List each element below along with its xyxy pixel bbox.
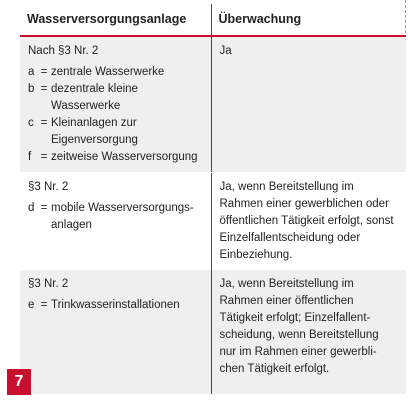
list-item [28, 149, 203, 166]
header-monitoring: Überwachung [211, 4, 406, 36]
item-key: d [28, 202, 35, 214]
water-supply-table [20, 4, 406, 394]
item-eq: = [40, 299, 48, 311]
item-eq: = [40, 83, 48, 95]
monitoring-cell: Ja [211, 36, 406, 173]
monitoring-cell: Ja, wenn Bereitstellung im Rahmen einer gewerblichen oder öffentlichen Tätigkeit erfolgt, sonst Einzelfallentscheidung oder Einbeziehung. [211, 173, 406, 271]
facility-cell [20, 36, 211, 173]
item-eq: = [40, 117, 48, 129]
item-key: e [28, 299, 35, 311]
header-row [20, 4, 406, 36]
table-row [20, 173, 406, 271]
item-eq: = [40, 151, 48, 163]
item-eq: = [40, 202, 48, 214]
item-key: a [28, 66, 35, 78]
figure-number-badge: 7 [7, 369, 31, 395]
row-title: §3 Nr. 2 [28, 278, 69, 290]
item-key: f [28, 151, 32, 163]
list-item [28, 200, 203, 234]
item-text: Kleinanlagen zur Eigenversorgung [51, 117, 138, 146]
list-item [28, 64, 203, 81]
monitoring-cell: Ja, wenn Bereitstellung im Rahmen einer öffentlichen Tätigkeit erfolgt; Einzelfallent-scheidung, wenn Bereitstellung nur im Rahmen einer gewerbli-chen Tätigkeit erfolgt. [211, 270, 406, 394]
facility-cell [20, 173, 211, 271]
item-text: Trinkwasserinstallationen [51, 299, 180, 311]
item-text: dezentrale kleine Wasserwerke [51, 83, 138, 112]
item-key: b [28, 83, 35, 95]
row-title: §3 Nr. 2 [28, 181, 69, 193]
item-text: zeitweise Wasserversorgung [51, 151, 198, 163]
header-facility: Wasserversorgungsanlage [20, 4, 211, 36]
item-eq: = [40, 66, 48, 78]
item-text: zentrale Wasserwerke [51, 66, 165, 78]
item-key: c [28, 117, 34, 129]
table-row [20, 36, 406, 173]
list-item [28, 81, 203, 115]
list-item [28, 115, 203, 149]
item-text: mobile Wasserversorgungs-anlagen [51, 202, 194, 231]
row-title: Nach §3 Nr. 2 [28, 45, 99, 57]
list-item [28, 297, 203, 314]
facility-cell [20, 270, 211, 394]
table-row [20, 270, 406, 394]
